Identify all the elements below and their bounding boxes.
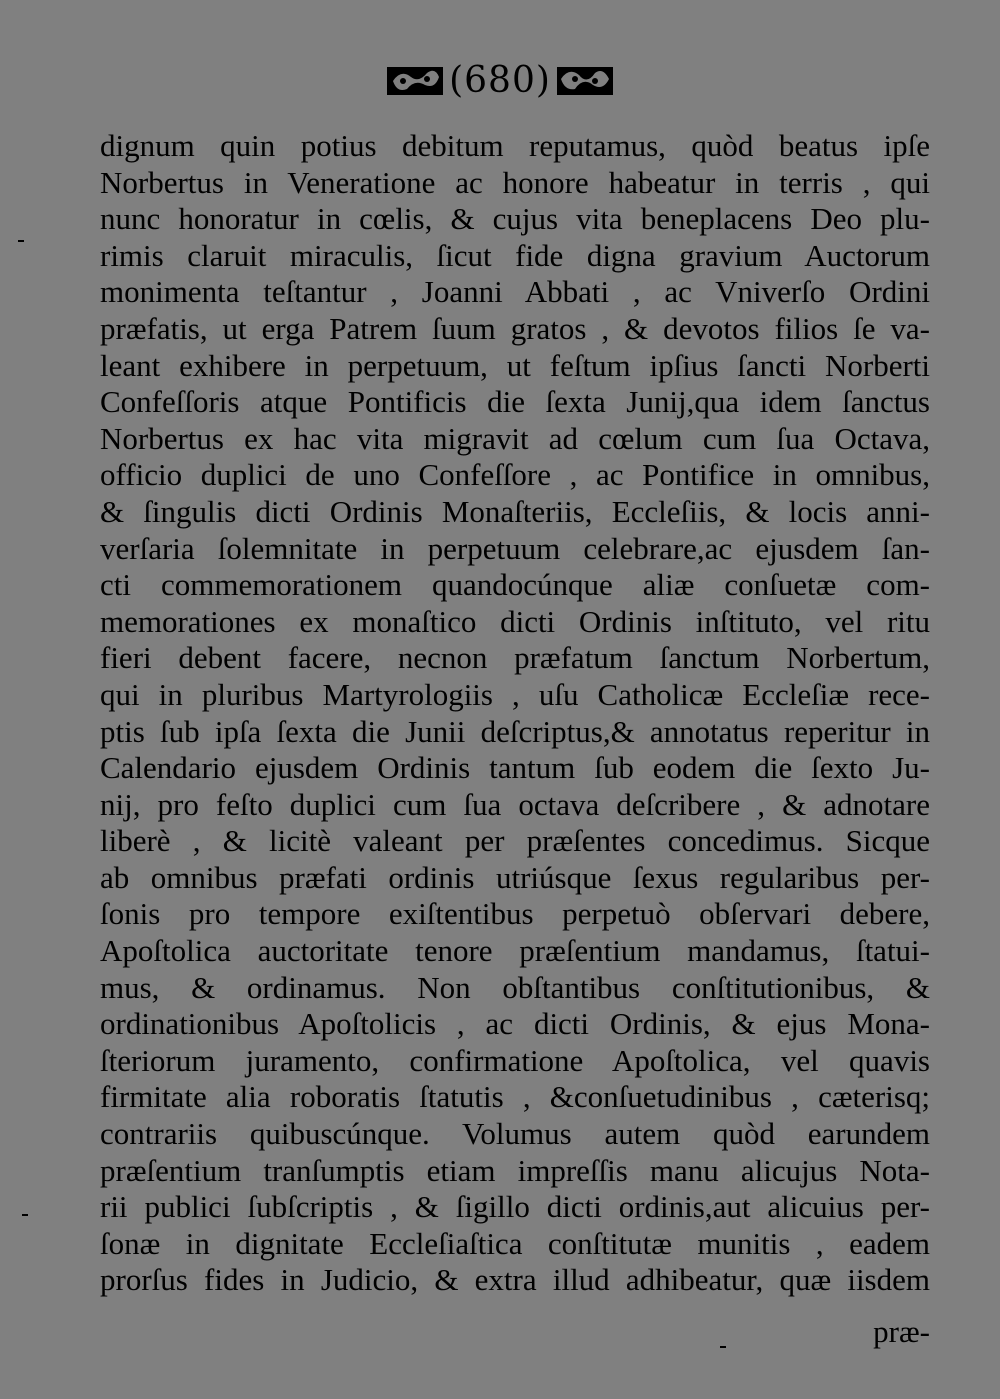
ink-speck [22,1214,28,1216]
text-line: ordinationibus Apoſtolicis , ac dicti Ordinis, & ejus Mona- [100,1006,930,1042]
body-text [100,128,930,1299]
text-line: leant exhibere in perpetuum, ut feſtum ipſius ſancti Norberti [100,347,930,383]
text-line: nij, pro feſto duplici cum ſua octava deſcribere , & adnotare [100,786,930,822]
text-line: qui in pluribus Martyrologiis , uſu Catholicæ Eccleſiæ rece- [100,676,930,712]
text-line: mus, & ordinamus. Non obſtantibus conſtitutionibus, & [100,969,930,1005]
ink-speck [18,240,24,242]
text-line: contrariis quibuscúnque. Volumus autem quòd earundem [100,1116,930,1152]
text-line: Confeſſoris atque Pontificis die ſexta Junij,qua idem ſanctus [100,384,930,420]
text-line: monimenta teſtantur , Joanni Abbati , ac Vniverſo Ordini [100,274,930,310]
text-line: liberè , & licitè valeant per præſentes concedimus. Sicque [100,823,930,859]
text-line: Apoſtolica auctoritate tenore præſentium mandamus, ſtatui- [100,933,930,969]
text-line: præſentium tranſumptis etiam impreſſis manu alicujus Nota- [100,1152,930,1188]
text-line: ſonæ in dignitate Eccleſiaſtica conſtitutæ munitis , eadem [100,1225,930,1261]
text-line: nunc honoratur in cœlis, & cujus vita beneplacens Deo plu- [100,201,930,237]
text-line: ptis ſub ipſa ſexta die Junii deſcriptus,& annotatus reperitur in [100,713,930,749]
text-line: rimis claruit miraculis, ſicut fide digna gravium Auctorum [100,237,930,273]
text-line: memorationes ex monaſtico dicti Ordinis inſtituto, vel ritu [100,603,930,639]
text-line: Calendario ejusdem Ordinis tantum ſub eodem die ſexto Ju- [100,750,930,786]
text-line: officio duplici de uno Confeſſore , ac Pontifice in omnibus, [100,457,930,493]
text-line: ſonis pro tempore exiſtentibus perpetuò obſervari debere, [100,896,930,932]
text-line: Norbertus ex hac vita migravit ad cœlum cum ſua Octava, [100,420,930,456]
ink-speck [720,1346,726,1348]
text-line: firmitate alia roboratis ſtatutis , &conſuetudinibus , cæterisq; [100,1079,930,1115]
text-line: cti commemorationem quandocúnque aliæ conſuetæ com- [100,567,930,603]
text-line: ſteriorum juramento, confirmatione Apoſtolica, vel quavis [100,1042,930,1078]
page-number: (680) [449,60,551,101]
text-line: fieri debent facere, necnon præfatum ſanctum Norbertum, [100,640,930,676]
catchword: præ- [873,1314,930,1349]
floral-ornament-icon [385,61,445,101]
text-line: prorſus fides in Judicio, & extra illud adhibeatur, quæ iisdem [100,1262,930,1298]
text-line: præfatis, ut erga Patrem ſuum gratos , & devotos filios ſe va- [100,310,930,346]
text-line: Norbertus in Veneratione ac honore habeatur in terris , qui [100,164,930,200]
text-line: verſaria ſolemnitate in perpetuum celebrare,ac ejusdem ſan- [100,530,930,566]
floral-ornament-icon [555,61,615,101]
text-line: rii publici ſubſcriptis , & ſigillo dicti ordinis,aut alicuius per- [100,1189,930,1225]
text-line: & ſingulis dicti Ordinis Monaſteriis, Eccleſiis, & locis anni- [100,493,930,529]
page-header [0,60,1000,116]
text-line: ab omnibus præfati ordinis utriúsque ſexus regularibus per- [100,859,930,895]
text-line: dignum quin potius debitum reputamus, quòd beatus ipſe [100,128,930,163]
